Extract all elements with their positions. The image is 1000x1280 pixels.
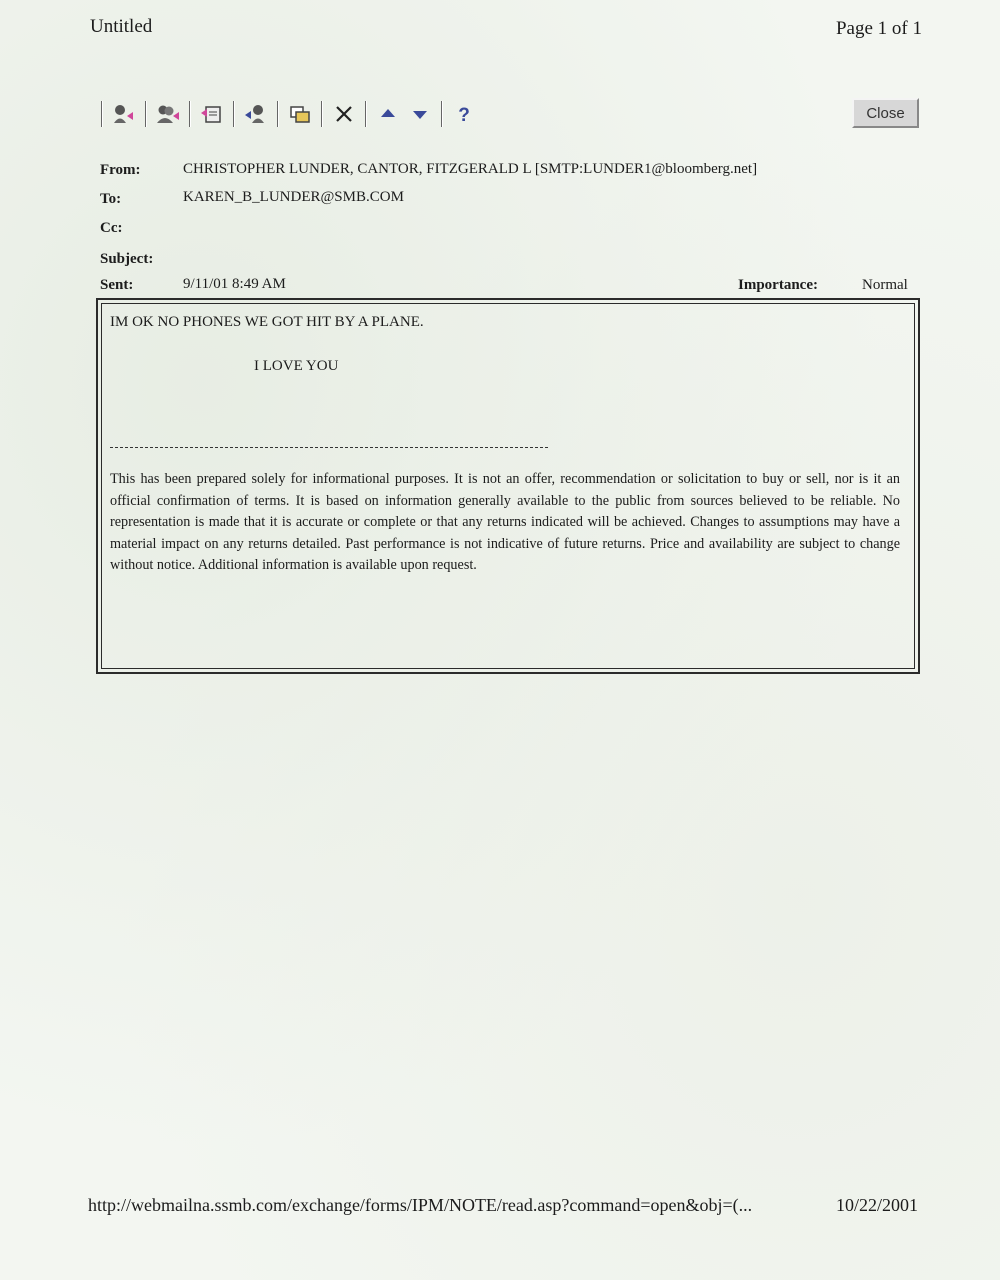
message-text-line-2: I LOVE YOU bbox=[254, 358, 339, 374]
next-item-button[interactable] bbox=[404, 99, 436, 129]
message-text-line-1: IM OK NO PHONES WE GOT HIT BY A PLANE. bbox=[110, 314, 424, 330]
delete-button[interactable] bbox=[328, 99, 360, 129]
toolbar-separator bbox=[101, 101, 103, 127]
disclaimer-text: This has been prepared solely for informational purposes. It is not an offer, recommendation or solicitation to buy or sell, nor is it an official confirmation of terms. It is based on information generally available to the public from sources believed to be reliable. No representation is made that it is accurate or complete or that any returns indicated will be achieved. Changes to assumptions may have a material impact on any returns detailed. Past performance is not indicative of future returns. Price and availability are subject to change without notice. Additional information is available upon request. bbox=[110, 471, 900, 574]
sent-value: 9/11/01 8:49 AM bbox=[183, 276, 286, 292]
message-body bbox=[101, 303, 915, 669]
reply-all-icon bbox=[155, 103, 181, 125]
to-value: KAREN_B_LUNDER@SMB.COM bbox=[183, 189, 404, 205]
cc-label: Cc: bbox=[100, 220, 123, 236]
forward-icon bbox=[199, 103, 225, 125]
page-number: Page 1 of 1 bbox=[835, 18, 922, 39]
page-title: Untitled bbox=[90, 16, 153, 37]
separator-line bbox=[110, 447, 548, 448]
importance-label: Importance: bbox=[738, 277, 818, 293]
from-value: CHRISTOPHER LUNDER, CANTOR, FITZGERALD L [SMTP:LUNDER1@bloomberg.net] bbox=[183, 161, 758, 177]
from-label: From: bbox=[100, 162, 141, 178]
toolbar-separator bbox=[321, 101, 323, 127]
toolbar-separator bbox=[189, 101, 191, 127]
help-icon bbox=[451, 103, 477, 125]
forward-people-icon bbox=[243, 103, 269, 125]
move-to-folder-icon bbox=[287, 103, 313, 125]
toolbar-separator bbox=[277, 101, 279, 127]
footer-url: http://webmailna.ssmb.com/exchange/forms/IPM/NOTE/read.asp?command=open&obj=(... bbox=[88, 1195, 753, 1215]
help-button[interactable] bbox=[448, 99, 480, 129]
toolbar-separator bbox=[365, 101, 367, 127]
reply-icon bbox=[111, 103, 137, 125]
forward-people-button[interactable] bbox=[240, 99, 272, 129]
toolbar-separator bbox=[145, 101, 147, 127]
toolbar-separator bbox=[233, 101, 235, 127]
reply-all-button[interactable] bbox=[152, 99, 184, 129]
subject-label: Subject: bbox=[100, 251, 154, 267]
move-to-folder-button[interactable] bbox=[284, 99, 316, 129]
close-button[interactable]: Close bbox=[852, 98, 919, 128]
forward-button[interactable] bbox=[196, 99, 228, 129]
next-item-icon bbox=[407, 103, 433, 125]
footer-date: 10/22/2001 bbox=[835, 1195, 918, 1215]
sent-label: Sent: bbox=[100, 277, 134, 293]
message-toolbar bbox=[96, 98, 480, 130]
delete-icon bbox=[331, 103, 357, 125]
importance-value: Normal bbox=[862, 277, 908, 293]
reply-button[interactable] bbox=[108, 99, 140, 129]
message-body-box bbox=[96, 298, 920, 674]
previous-item-button[interactable] bbox=[372, 99, 404, 129]
to-label: To: bbox=[100, 191, 122, 207]
svg-text:?: ? bbox=[458, 105, 470, 125]
previous-item-icon bbox=[375, 103, 401, 125]
toolbar-separator bbox=[441, 101, 443, 127]
